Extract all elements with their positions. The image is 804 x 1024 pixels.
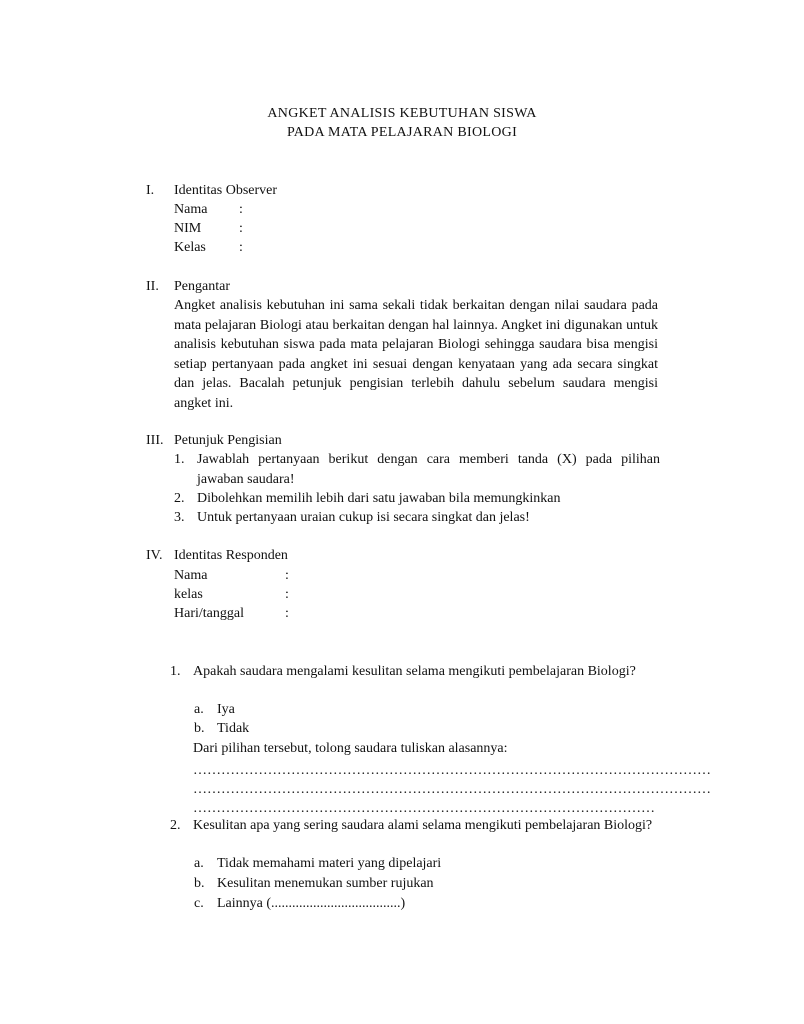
field-label-kelas: Kelas [174, 240, 206, 255]
section-heading: Petunjuk Pengisian [174, 433, 282, 448]
option-letter: b. [194, 721, 205, 736]
field-label-nama: Nama [174, 568, 208, 583]
question-number: 1. [170, 664, 181, 679]
option-letter: c. [194, 896, 204, 911]
field-colon: : [285, 568, 289, 583]
option-text[interactable]: Tidak [217, 721, 250, 736]
option-text[interactable]: Iya [217, 702, 235, 717]
pengantar-paragraph: Angket analisis kebutuhan ini sama sekali tidak berkaitan dengan nilai saudara pada mata pelajaran Biologi atau berkaitan dengan hal lainnya. Angket ini digunakan untuk analisis kebutuhan siswa pada mata pelajaran Biologi sehingga saudara bisa mengisi setiap pertanyaan pada angket ini sesuai dengan kenyataan yang ada secara singkat dan jelas. Bacalah petunjuk pengisian terlebih dahulu sebelum saudara mengisi angket ini. [174, 298, 658, 411]
field-label-kelas: kelas [174, 587, 203, 602]
field-colon: : [239, 202, 243, 217]
answer-line[interactable]: ………………………………………………………………………………………………… [193, 782, 711, 797]
answer-line[interactable]: ……………………………………………………………………………………… [193, 801, 655, 816]
question-number: 2. [170, 818, 181, 833]
field-colon: : [239, 240, 243, 255]
field-label-nim: NIM [174, 221, 202, 236]
option-text[interactable]: Tidak memahami materi yang dipelajari [217, 856, 442, 871]
section-numeral: III. [146, 433, 164, 448]
document-title-line-1: ANGKET ANALISIS KEBUTUHAN SISWA [267, 106, 537, 121]
option-text[interactable]: Lainnya (.....................................) [217, 896, 406, 911]
field-label-nama: Nama [174, 202, 208, 217]
instruction-number: 2. [174, 491, 185, 506]
field-colon: : [239, 221, 243, 236]
section-numeral: I. [146, 183, 155, 198]
document-title-line-2: PADA MATA PELAJARAN BIOLOGI [286, 125, 518, 140]
field-colon: : [285, 587, 289, 602]
section-heading: Identitas Observer [174, 183, 278, 198]
instruction-number: 3. [174, 510, 185, 525]
instruction-text: Jawablah pertanyaan berikut dengan cara memberi tanda (X) pada pilihan jawaban saudara! [197, 452, 660, 487]
field-label-hari-tanggal: Hari/tanggal [174, 606, 244, 621]
question-prompt: Dari pilihan tersebut, tolong saudara tuliskan alasannya: [193, 741, 508, 756]
instruction-text: Dibolehkan memilih lebih dari satu jawaban bila memungkinkan [197, 491, 561, 506]
option-text[interactable]: Kesulitan menemukan sumber rujukan [217, 876, 434, 891]
section-numeral: IV. [146, 548, 163, 563]
instruction-text: Untuk pertanyaan uraian cukup isi secara singkat dan jelas! [197, 510, 530, 525]
section-heading: Identitas Responden [174, 548, 288, 563]
question-text: Apakah saudara mengalami kesulitan selama mengikuti pembelajaran Biologi? [193, 664, 636, 679]
option-letter: a. [194, 702, 204, 717]
option-letter: a. [194, 856, 204, 871]
question-text: Kesulitan apa yang sering saudara alami selama mengikuti pembelajaran Biologi? [193, 818, 653, 833]
section-numeral: II. [146, 279, 159, 294]
section-heading: Pengantar [174, 279, 230, 294]
field-colon: : [285, 606, 289, 621]
instruction-number: 1. [174, 452, 185, 467]
option-letter: b. [194, 876, 205, 891]
answer-line[interactable]: ………………………………………………………………………………………………… [193, 763, 711, 778]
